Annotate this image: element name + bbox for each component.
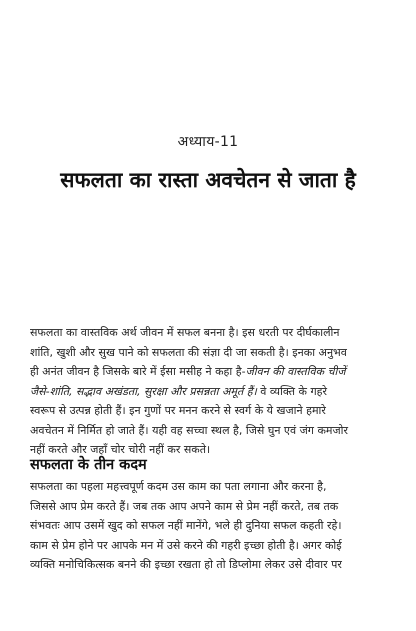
- italic-quote: जैसे-शांति, सद्भाव अखंडता, सुरक्षा और प्रसन्नता अमूर्त हैं।: [30, 384, 257, 398]
- text-line: सफलता का पहला महत्त्वपूर्ण कदम उस काम का पता लगाना और करना है,: [30, 480, 327, 493]
- section-heading: सफलता के तीन कदम: [30, 457, 147, 473]
- text-line: नहीं करते और जहाँ चोर चोरी नहीं कर सकते।: [30, 443, 211, 456]
- text-line: जिससे आप प्रेम करते हैं। जब तक आप अपने काम से प्रेम नहीं करते, तब तक: [30, 499, 339, 513]
- text-segment: वे व्यक्ति के गहरे: [256, 384, 327, 398]
- text-segment: ही अनंत जीवन है जिसके बारे में ईसा मसीह ने कहा है-: [30, 365, 246, 378]
- text-line: शांति, खुशी और सुख पाने को सफलता की संज्ञा दी जा सकती है। इनका अनुभव: [30, 345, 347, 359]
- text-line: [30, 362, 388, 382]
- text-line: सफलता का वास्तविक अर्थ जीवन में सफल बनना है। इस धरती पर दीर्घकालीन: [30, 326, 340, 339]
- text-line: स्वरूप से उत्पन्न होती हैं। इन गुणों पर मनन करने से स्वर्ग के ये खजाने हमारे: [30, 404, 326, 417]
- text-line: अवचेतन में निर्मित हो जाते हैं। यही वह सच्चा स्थल है, जिसे घुन एवं जंग कमजोर: [30, 423, 349, 437]
- text-line: संभवतः आप उसमें खुद को सफल नहीं मानेंगे, भले ही दुनिया सफल कहती रहे।: [30, 519, 342, 532]
- text-line: व्यक्ति मनोचिकित्सक बनने की इच्छा रखता हो तो डिप्लोमा लेकर उसे दीवार पर: [30, 558, 342, 571]
- italic-quote: जीवन की वास्तविक चीजें: [245, 365, 346, 378]
- text-line: काम से प्रेम होने पर आपके मन में उसे करने की गहरी इच्छा होती है। अगर कोई: [30, 538, 342, 552]
- text-line: [30, 382, 388, 402]
- paragraph-intro: [30, 323, 388, 460]
- paragraph-steps: [30, 477, 388, 575]
- chapter-number: अध्याय-11: [177, 134, 239, 150]
- chapter-title: सफलता का रास्ता अवचेतन से जाता है: [60, 168, 356, 192]
